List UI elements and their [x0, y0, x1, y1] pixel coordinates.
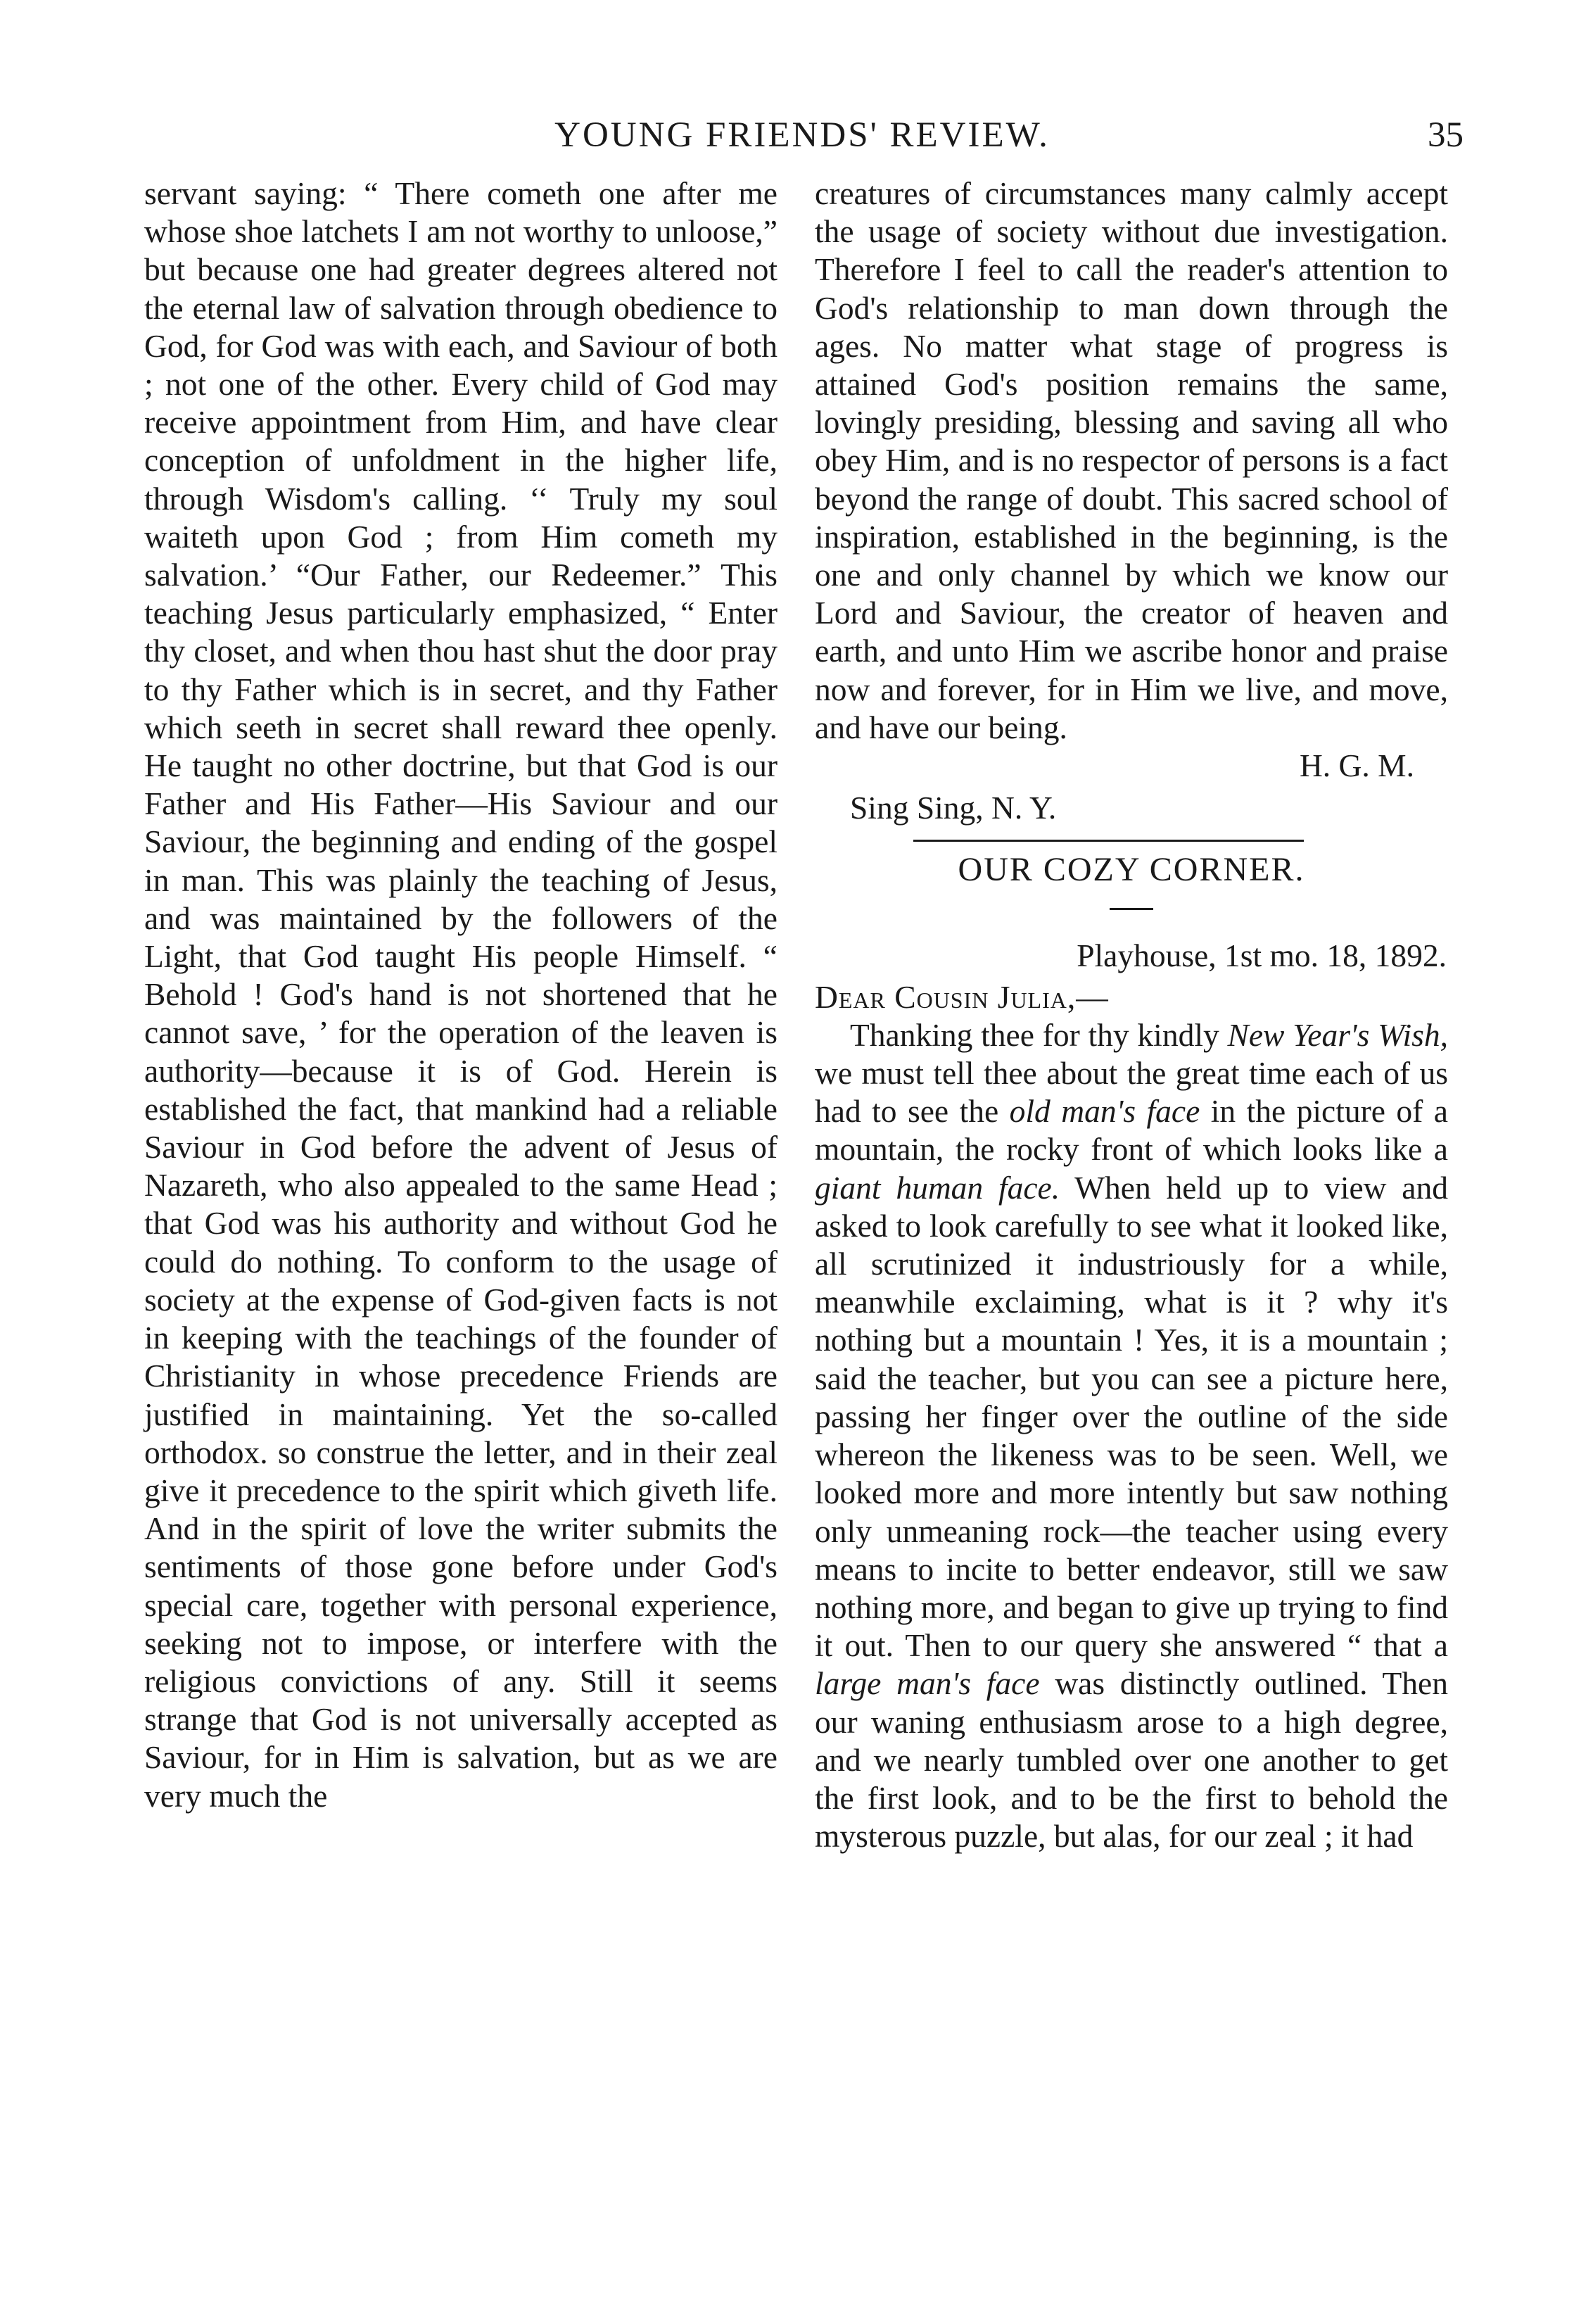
- letter-italic-large-face: large man's face: [815, 1665, 1040, 1702]
- letter-text-4: When held up to view and asked to look carefully to see what it looked like, all scrutinized it industriously for a while, meanwhile exclaiming, what is it ? why it's nothing but a mountain ! Yes, it is a mountain ; said the teacher, but you can see a picture here, passing her finger over the outline of the side whereon the likeness was to be seen. Well, we looked more and more intently but saw nothing only unmeaning rock—the teacher using every means to incite to better endeavor, still we saw nothing more, and began to give up trying to find it out. Then to our query she answered “ that a: [815, 1169, 1448, 1664]
- letter-salutation: Dear Cousin Julia,—: [815, 978, 1109, 1015]
- letter-text-3: in the picture of a mountain, the rocky front of which looks like a: [815, 1093, 1448, 1168]
- heading-underline: [1110, 908, 1153, 910]
- author-location: Sing Sing, N. Y.: [850, 790, 1057, 826]
- letter-body: [815, 1016, 1448, 1855]
- letter-text-2: we must tell thee about the great time each of us had to see the: [815, 1055, 1448, 1130]
- author-signature: H. G. M.: [1299, 747, 1414, 784]
- article-closing-paragraph: creatures of circumstances many calmly accept the usage of society without due investigation. Therefore I feel to call the reader's attention to God's relationship to man down through the ages. No matter what stage of progress is attained God's position remains the same, lovingly presiding, blessing and saving all who obey Him, and is no respector of persons is a fact beyond the range of doubt. This sacred school of inspiration, established in the beginning, is the one and only channel by which we know our Lord and Saviour, the creator of heaven and earth, and unto Him we ascribe honor and praise now and forever, for in Him we live, and move, and have our being.: [815, 175, 1448, 745]
- right-column: [815, 175, 1448, 1855]
- section-divider: [913, 840, 1304, 842]
- letter-italic-old-man: old man's face: [1009, 1093, 1200, 1130]
- article-continuation-paragraph: servant saying: “ There cometh one after me whose shoe latchets I am not worthy to unloose,” but because one had greater degrees altered not the eternal law of salvation through obedience to God, for God was with each, and Saviour of both ; not one of the other. Every child of God may receive appointment from Him, and have clear conception of unfoldment in the higher life, through Wisdom's calling. ‘‘ Truly my soul waiteth upon God ; from Him cometh my salvation.’ “Our Father, our Redeemer.” This teaching Jesus particularly emphasized, “ Enter thy closet, and when thou hast shut the door pray to thy Father which is in secret, and thy Father which seeth in secret shall reward thee openly. He taught no other doctrine, but that God is our Father and His Father—His Saviour and our Saviour, the beginning and ending of the gospel in man. This was plainly the teaching of Jesus, and was maintained by the followers of the Light, that God taught His people Himself. “ Behold ! God's hand is not shortened that he cannot save, ’ for the operation of the leaven is authority—because it is of God. Herein is established the fact, that mankind had a reliable Saviour in God before the advent of Jesus of Nazareth, who also appealed to the same Head ; that God was his authority and without God he could do nothing. To conform to the usage of society at the expense of God-given facts is not in keeping with the teachings of the founder of Christianity in whose precedence Friends are justified in maintaining. Yet the so-called orthodox. so construe the letter, and in their zeal give it precedence to the spirit which giveth life. And in the spirit of love the writer submits the sentiments of those gone before under God's special care, together with personal experience, seeking not to impose, or interfere with the religious convictions of any. Still it seems strange that God is not universally accepted as Saviour, for in Him is salvation, but as we are very much the: [144, 175, 778, 1814]
- running-header: [141, 114, 1464, 156]
- section-heading: OUR COZY CORNER.: [958, 851, 1305, 889]
- letter-italic-new-year: New Year's Wish,: [1227, 1016, 1448, 1053]
- letter-italic-giant-face: giant human face.: [815, 1169, 1060, 1206]
- letter-text-1: Thanking thee for thy kindly: [850, 1016, 1228, 1053]
- letter-dateline: Playhouse, 1st mo. 18, 1892.: [1077, 937, 1447, 974]
- left-column: [144, 175, 778, 1815]
- page-number: 35: [1428, 115, 1464, 155]
- journal-title: YOUNG FRIENDS' REVIEW.: [554, 115, 1050, 155]
- letter-text-5: was distinctly outlined. Then our waning enthusiasm arose to a high degree, and we nearly tumbled over one another to get the first look, and to be the first to behold the mysterous puzzle, but alas, for our zeal ; it had: [815, 1665, 1448, 1855]
